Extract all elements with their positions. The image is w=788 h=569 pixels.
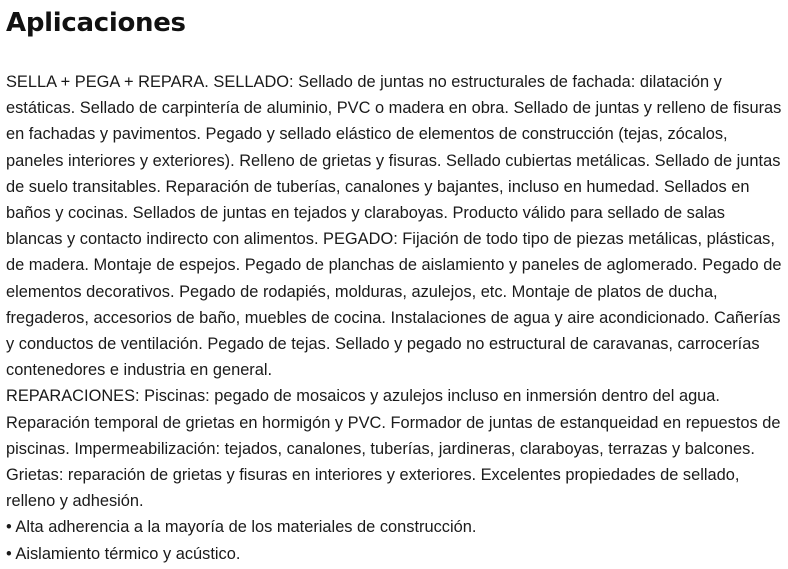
bullet-item [6, 514, 782, 540]
bullet-text: Aislamiento térmico y acústico. [15, 544, 241, 563]
paragraph-sellado-pegado: SELLA + PEGA + REPARA. SELLADO: Sellado de juntas no estructurales de fachada: dilatación y estáticas. Sellado de carpintería de aluminio, PVC o madera en obra. Sellado de juntas y relleno de fisuras en fachadas y pavimentos. Pegado y sellado elástico de elementos de construcción (tejas, zócalos, paneles interiores y exteriores). Relleno de grietas y fisuras. Sellado cubiertas metálicas. Sellado de juntas de suelo transitables. Reparación de tuberías, canalones y bajantes, incluso en humedad. Sellados en baños y cocinas. Sellados de juntas en tejados y claraboyas. Producto válido para sellado de salas blancas y contacto indirecto con alimentos. PEGADO: Fijación de todo tipo de piezas metálicas, plásticas, de madera. Montaje de espejos. Pegado de planchas de aislamiento y paneles de aglomerado. Pegado de elementos decorativos. Pegado de rodapiés, molduras, azulejos, etc. Montaje de platos de ducha, fregaderos, accesorios de baño, muebles de cocina. Instalaciones de agua y aire acondicionado. Cañerías y conductos de ventilación. Pegado de tejas. Sellado y pegado no estructural de caravanas, carrocerías contenedores e industria en general. [6, 73, 782, 380]
bullet-item [6, 541, 782, 567]
section-title: Aplicaciones [6, 8, 186, 38]
description-body [6, 69, 782, 567]
bullet-symbol: • [6, 518, 12, 537]
applications-section [6, 0, 782, 567]
bullet-text: Alta adherencia a la mayoría de los materiales de construcción. [15, 518, 477, 537]
paragraph-reparaciones: REPARACIONES: Piscinas: pegado de mosaicos y azulejos incluso en inmersión dentro del agua. Reparación temporal de grietas en hormigón y PVC. Formador de juntas de estanqueidad en repuestos de piscinas. Impermeabilización: tejados, canalones, tuberías, jardineras, claraboyas, terrazas y balcones. Grietas: reparación de grietas y fisuras en interiores y exteriores. Excelentes propiedades de sellado, relleno y adhesión. [6, 387, 781, 511]
bullet-symbol: • [6, 544, 12, 563]
